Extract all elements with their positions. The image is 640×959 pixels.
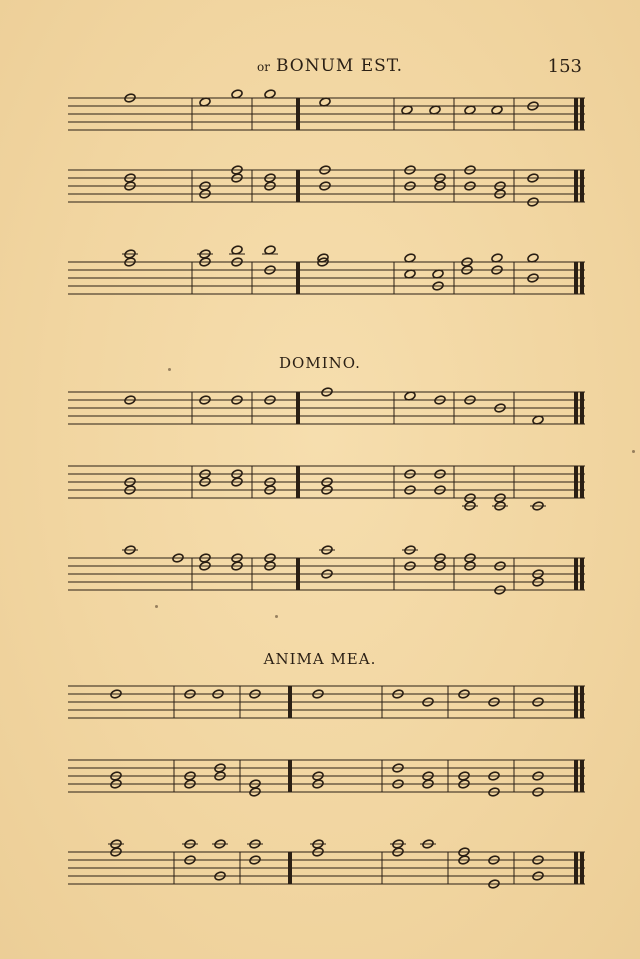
paper-speck bbox=[168, 368, 171, 371]
paper-speck bbox=[275, 615, 278, 618]
section-title-anima-mea: ANIMA MEA. bbox=[263, 650, 377, 668]
staff-3-2 bbox=[0, 740, 640, 810]
staff-3-1 bbox=[0, 666, 640, 736]
page-number: 153 bbox=[547, 56, 582, 77]
paper-speck bbox=[632, 450, 635, 453]
staff-2-2 bbox=[0, 446, 640, 516]
staff-2-1 bbox=[0, 372, 640, 442]
staff-3-3 bbox=[0, 832, 640, 902]
staff-1-3 bbox=[0, 242, 640, 312]
staff-1-2 bbox=[0, 150, 640, 220]
header-title-text: BONUM EST. bbox=[275, 56, 404, 76]
staff-1-1 bbox=[0, 78, 640, 148]
page-header bbox=[240, 56, 420, 76]
section-title-domino: DOMINO. bbox=[279, 354, 361, 372]
paper-speck bbox=[155, 605, 158, 608]
staff-2-3 bbox=[0, 538, 640, 608]
header-prefix: or bbox=[256, 60, 270, 74]
